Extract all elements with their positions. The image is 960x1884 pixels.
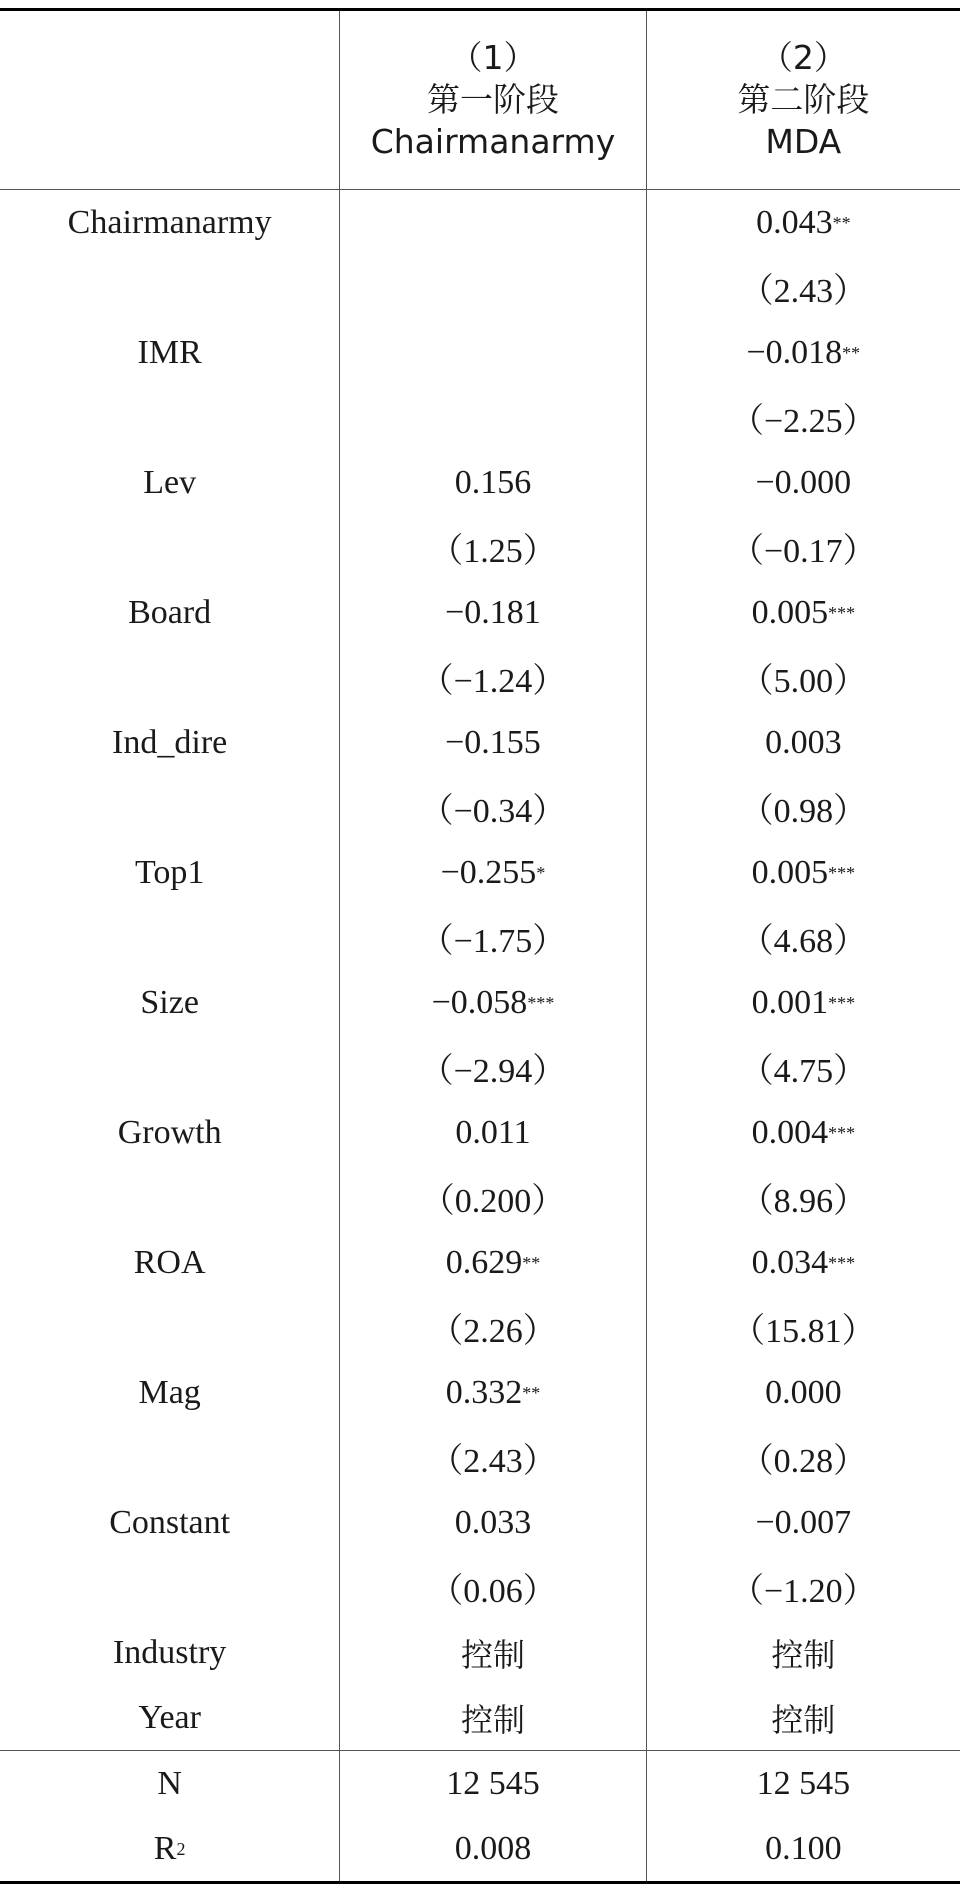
row-label (0, 1230, 340, 1295)
col-2-cell-value: −0.007 (755, 1503, 852, 1541)
header-col-2 (647, 11, 960, 189)
col-1-cell (340, 190, 646, 255)
row-label-value: Growth (117, 1113, 222, 1151)
table-row (0, 190, 960, 255)
row-label (0, 1620, 340, 1685)
row-label-value: Industry (112, 1633, 227, 1671)
col-2-cell-value: （−0.17） (729, 533, 877, 570)
col-1-cell (340, 1035, 646, 1100)
col-2-cell: 0.043 ** (756, 203, 851, 241)
col-2-cell (647, 1490, 960, 1555)
col-1-cell-value: −0.155 (445, 723, 541, 761)
col-2-cell (647, 1685, 960, 1750)
col-1-cell (340, 775, 646, 840)
col-2-cell-value: 0.005 (751, 853, 829, 891)
col-2-cell (647, 710, 960, 775)
col-1-cell (340, 255, 646, 320)
row-label (0, 970, 340, 1035)
row-label-value: Mag (138, 1373, 201, 1411)
row-label (0, 1425, 340, 1490)
table-row (0, 1620, 960, 1685)
row-label (0, 1100, 340, 1165)
col-2-cell-value: （4.75） (739, 1053, 868, 1090)
col-1-cell-value: （2.43） (429, 1443, 557, 1480)
regression-table (0, 8, 960, 1884)
row-label (0, 1035, 340, 1100)
stat-col-1-value: 12 545 (446, 1764, 540, 1802)
col-1-cell (340, 1620, 646, 1685)
table-row (0, 320, 960, 385)
col-2-cell-value: （−2.25） (729, 403, 877, 440)
col-1-cell (340, 645, 646, 710)
col-1-cell: 0.629 ** (340, 1230, 646, 1295)
row-label (0, 840, 340, 905)
col-2-cell-value: （2.43） (739, 273, 868, 310)
row-label (0, 385, 340, 450)
row-label-value: IMR (137, 333, 202, 371)
col-2-cell (647, 515, 960, 580)
col-2-cell: 0.005 *** (751, 853, 856, 891)
col-2-cell-value: 0.004 (751, 1113, 829, 1151)
col-2-cell (647, 450, 960, 515)
row-label (0, 905, 340, 970)
col-1-cell-value: （−0.34） (419, 793, 567, 830)
col-2-cell-value: −0.000 (755, 463, 852, 501)
table-row (0, 970, 960, 1035)
col-1-cell (340, 1165, 646, 1230)
col-1-cell (340, 1100, 646, 1165)
table-row (0, 1295, 960, 1360)
row-label (0, 190, 340, 255)
col-2-cell-value: （0.98） (739, 793, 868, 830)
stat-col-2 (647, 1816, 960, 1881)
col-2-cell-value: 0.000 (765, 1373, 842, 1411)
col-1-cell-value: （−2.94） (419, 1053, 567, 1090)
col-2-cell (647, 1360, 960, 1425)
col-1-cell (340, 320, 646, 385)
header-col-2-dependent: MDA (765, 122, 842, 161)
col-1-cell (340, 1685, 646, 1750)
table-row (0, 710, 960, 775)
table-row (0, 775, 960, 840)
table-row (0, 385, 960, 450)
col-2-cell (647, 1555, 960, 1620)
row-label-value: Ind_dire (112, 723, 228, 761)
col-1-cell (340, 515, 646, 580)
row-label-value: Constant (109, 1503, 231, 1541)
col-1-cell (340, 1425, 646, 1490)
col-1-cell-value: （1.25） (429, 533, 557, 570)
col-2-cell (647, 1295, 960, 1360)
table-row (0, 1165, 960, 1230)
table-row (0, 1230, 960, 1295)
row-label-value: Chairmanarmy (67, 203, 272, 241)
stat-row (0, 1751, 960, 1816)
table-row (0, 1100, 960, 1165)
header-col-2-stage: 第二阶段 (737, 80, 870, 119)
table-row (0, 1685, 960, 1750)
col-2-cell-value: 0.005 (751, 593, 829, 631)
table-row (0, 1490, 960, 1555)
col-2-cell: 0.001 *** (751, 983, 856, 1021)
row-label-value: Top1 (134, 853, 205, 891)
stat-col-1-value: 0.008 (454, 1829, 532, 1867)
col-2-cell-value: 0.001 (751, 983, 829, 1021)
table-row (0, 905, 960, 970)
col-2-cell-value: （4.68） (739, 923, 868, 960)
table-row (0, 1360, 960, 1425)
row-label (0, 1295, 340, 1360)
col-2-cell-value: （5.00） (739, 663, 868, 700)
row-label (0, 1490, 340, 1555)
col-1-cell (340, 710, 646, 775)
col-2-cell-value: 0.043 (756, 203, 833, 241)
row-label-value: Lev (143, 463, 197, 501)
stat-label: R 2 (0, 1816, 340, 1881)
col-1-cell (340, 1490, 646, 1555)
row-label (0, 710, 340, 775)
stat-col-2-value: 12 545 (756, 1764, 851, 1802)
col-2-cell-value: 控制 (771, 1635, 836, 1674)
col-2-cell: 0.034 *** (751, 1243, 856, 1281)
stat-col-1 (340, 1816, 646, 1881)
col-1-cell-value: （2.26） (429, 1313, 557, 1350)
row-label-value: Size (140, 983, 199, 1021)
col-1-cell-value: 控制 (460, 1635, 525, 1674)
row-label (0, 320, 340, 385)
row-label (0, 255, 340, 320)
header-col-1 (340, 11, 646, 189)
table-row (0, 515, 960, 580)
header-col-1-stage: 第一阶段 (426, 80, 559, 119)
table-header (0, 11, 960, 190)
col-1-cell: 0.332 ** (340, 1360, 646, 1425)
table-row (0, 255, 960, 320)
col-2-cell: 0.005 *** (751, 593, 856, 631)
row-label (0, 1685, 340, 1750)
col-1-cell (340, 385, 646, 450)
table-body (0, 190, 960, 1751)
col-1-cell (340, 1555, 646, 1620)
col-2-cell-value: （8.96） (739, 1183, 868, 1220)
col-2-cell (647, 255, 960, 320)
row-label (0, 645, 340, 710)
col-1-cell: −0.255 * (340, 840, 646, 905)
col-2-cell (647, 1165, 960, 1230)
table-row (0, 450, 960, 515)
stat-label-value: N (157, 1764, 182, 1802)
col-1-cell: −0.058 *** (340, 970, 646, 1035)
col-1-cell-value: （0.06） (429, 1573, 557, 1610)
col-1-cell-value: −0.181 (445, 593, 541, 631)
row-label (0, 1165, 340, 1230)
row-label (0, 580, 340, 645)
header-blank (0, 11, 340, 189)
col-2-cell-value: （0.28） (739, 1443, 868, 1480)
col-2-cell (647, 775, 960, 840)
col-2-cell-value: 控制 (771, 1700, 836, 1739)
col-1-cell-value: （−1.24） (419, 663, 567, 700)
row-label (0, 450, 340, 515)
col-1-cell-value: 0.332 (445, 1373, 523, 1411)
col-2-cell (647, 1425, 960, 1490)
stat-col-1 (340, 1751, 646, 1816)
col-1-cell (340, 905, 646, 970)
col-1-cell-value: （0.200） (420, 1183, 566, 1220)
col-2-cell-value: −0.018 (746, 333, 843, 371)
col-2-cell (647, 1620, 960, 1685)
col-2-cell (647, 385, 960, 450)
table-row (0, 1555, 960, 1620)
row-label (0, 515, 340, 580)
col-2-cell-value: 0.034 (751, 1243, 829, 1281)
row-label-value: Board (128, 593, 212, 631)
table-row (0, 645, 960, 710)
col-1-cell (340, 450, 646, 515)
col-2-cell (647, 905, 960, 970)
col-2-cell: 0.004 *** (751, 1113, 856, 1151)
stat-label-value: R (153, 1829, 177, 1867)
row-label-value: ROA (133, 1243, 206, 1281)
col-2-cell-value: （15.81） (731, 1313, 876, 1350)
row-label (0, 775, 340, 840)
col-1-cell-value: 0.156 (454, 463, 532, 501)
col-2-cell-value: （−1.20） (729, 1573, 877, 1610)
col-2-cell: −0.018 ** (746, 333, 861, 371)
col-1-cell-value: 0.033 (454, 1503, 532, 1541)
table-row (0, 1035, 960, 1100)
col-2-cell (647, 645, 960, 710)
col-1-cell-value: −0.255 (440, 853, 537, 891)
col-2-cell-value: 0.003 (765, 723, 842, 761)
table-row (0, 580, 960, 645)
col-2-cell (647, 1035, 960, 1100)
stat-label (0, 1751, 340, 1816)
table-stats (0, 1751, 960, 1881)
stat-col-2 (647, 1751, 960, 1816)
stat-row (0, 1816, 960, 1881)
col-1-cell (340, 580, 646, 645)
col-1-cell (340, 1295, 646, 1360)
table-row (0, 840, 960, 905)
col-1-cell-value: −0.058 (431, 983, 528, 1021)
header-col-1-number: （1） (449, 38, 537, 77)
col-1-cell-value: 0.629 (445, 1243, 523, 1281)
header-col-1-dependent: Chairmanarmy (370, 122, 616, 161)
stat-col-2-value: 0.100 (765, 1829, 842, 1867)
col-1-cell-value: 0.011 (455, 1113, 531, 1151)
col-1-cell-value: （−1.75） (419, 923, 567, 960)
header-col-2-number: （2） (759, 38, 847, 77)
table-row (0, 1425, 960, 1490)
row-label-value: Year (138, 1698, 201, 1736)
row-label (0, 1555, 340, 1620)
col-1-cell-value: 控制 (460, 1700, 525, 1739)
row-label (0, 1360, 340, 1425)
